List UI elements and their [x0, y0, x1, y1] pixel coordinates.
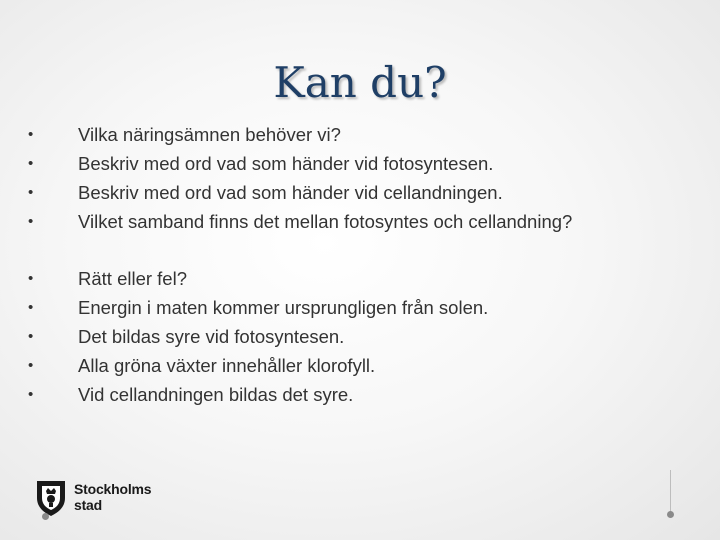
bullet-icon: •	[28, 213, 34, 230]
statement-text: Energin i maten kommer ursprungligen från solen.	[78, 297, 489, 318]
logo-wordmark	[74, 481, 151, 513]
statement-text: Det bildas syre vid fotosyntesen.	[78, 326, 345, 347]
stockholms-stad-logo	[34, 478, 164, 518]
question-text: Beskriv med ord vad som händer vid fotosyntesen.	[78, 153, 494, 174]
question-text: Beskriv med ord vad som händer vid cellandningen.	[78, 182, 503, 203]
bullet-icon: •	[28, 270, 34, 287]
true-false-heading: Rätt eller fel?	[78, 268, 187, 289]
decorative-dot	[42, 513, 49, 520]
decorative-line	[670, 470, 671, 512]
question-text: Vilket samband finns det mellan fotosyntes och cellandning?	[78, 211, 573, 232]
decorative-dot	[667, 511, 674, 518]
bullet-icon: •	[28, 184, 34, 201]
bullet-icon: •	[28, 299, 34, 316]
statement-text: Vid cellandningen bildas det syre.	[78, 384, 354, 405]
bullet-icon: •	[28, 126, 34, 143]
question-text: Vilka näringsämnen behöver vi?	[78, 124, 341, 145]
bullet-icon: •	[28, 386, 34, 403]
shield-crest-icon	[34, 478, 68, 518]
bullet-icon: •	[28, 328, 34, 345]
slide-title: Kan du?	[273, 58, 447, 107]
bullet-icon: •	[28, 155, 34, 172]
logo-line-1: Stockholms	[74, 481, 152, 497]
bullet-icon: •	[28, 357, 34, 374]
statement-text: Alla gröna växter innehåller klorofyll.	[78, 355, 376, 376]
logo-line-2: stad	[74, 497, 102, 513]
